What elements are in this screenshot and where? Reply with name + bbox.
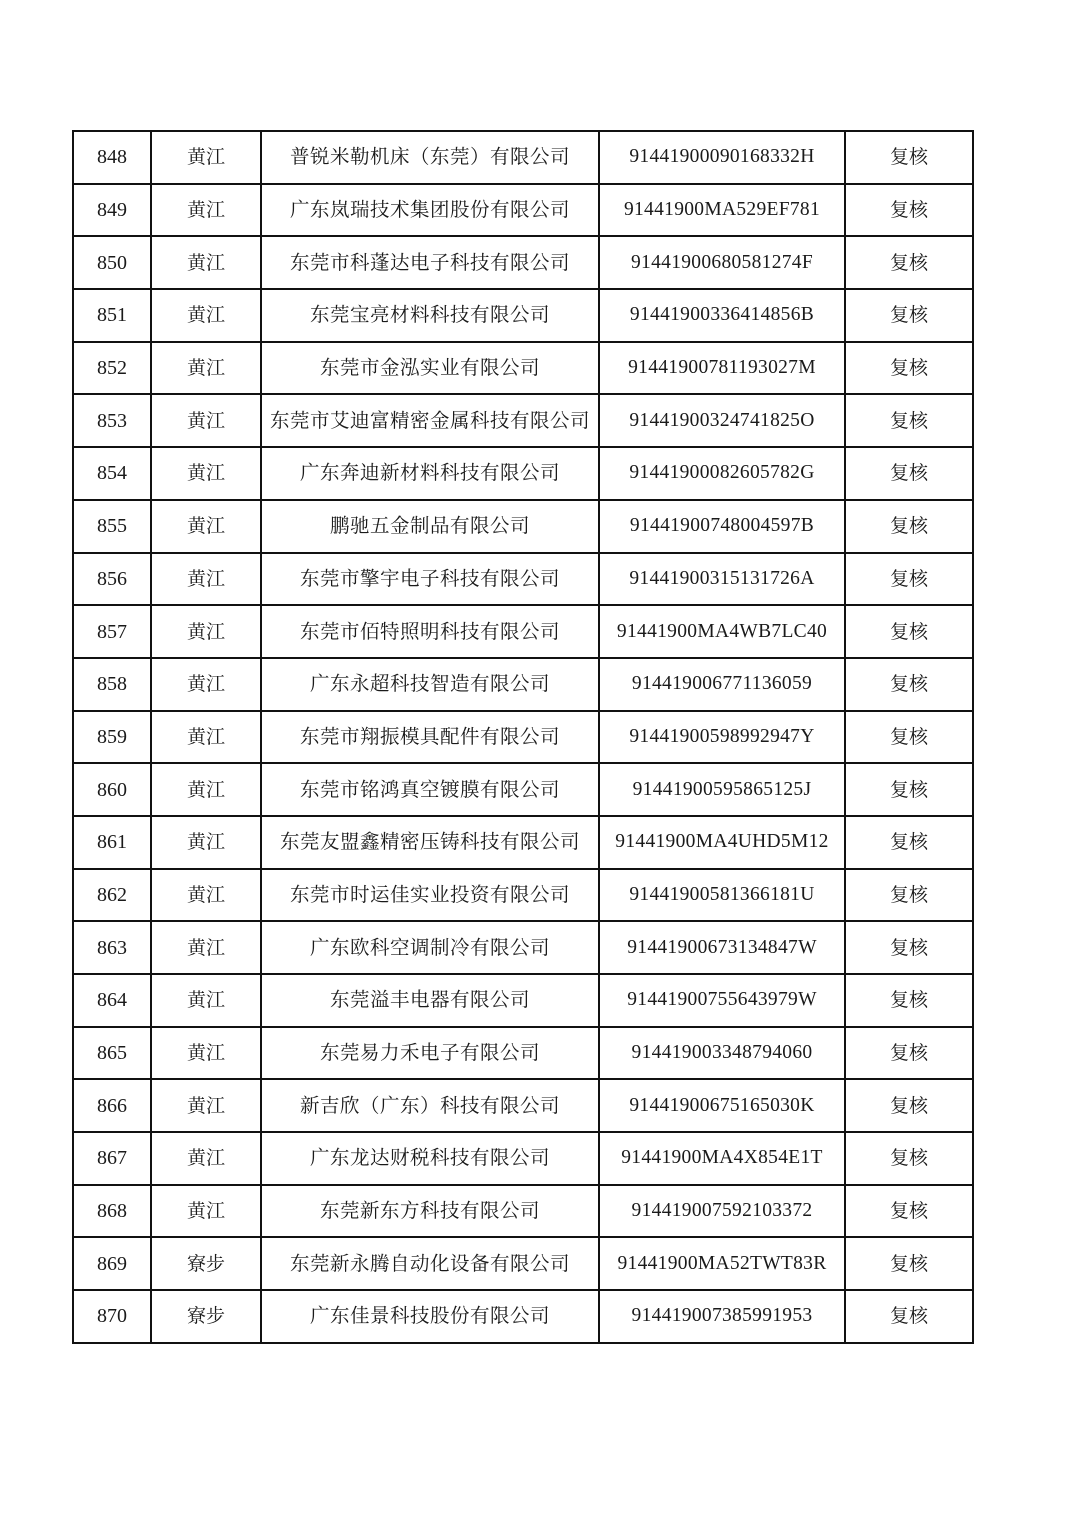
row-number-cell: 857 bbox=[73, 605, 151, 658]
review-type-cell: 复核 bbox=[845, 131, 973, 184]
company-name-cell: 东莞市擎宇电子科技有限公司 bbox=[261, 553, 599, 606]
table-row bbox=[73, 289, 973, 342]
review-type-cell: 复核 bbox=[845, 711, 973, 764]
row-number-cell: 861 bbox=[73, 816, 151, 869]
table-row bbox=[73, 1027, 973, 1080]
row-number-cell: 851 bbox=[73, 289, 151, 342]
town-cell: 黄江 bbox=[151, 131, 261, 184]
town-cell: 黄江 bbox=[151, 763, 261, 816]
table-row bbox=[73, 1185, 973, 1238]
town-cell: 黄江 bbox=[151, 342, 261, 395]
credit-code-cell: 91441900581366181U bbox=[599, 869, 845, 922]
company-list-table bbox=[72, 130, 974, 1344]
company-name-cell: 东莞易力禾电子有限公司 bbox=[261, 1027, 599, 1080]
review-type-cell: 复核 bbox=[845, 816, 973, 869]
review-type-cell: 复核 bbox=[845, 447, 973, 500]
company-name-cell: 东莞友盟鑫精密压铸科技有限公司 bbox=[261, 816, 599, 869]
credit-code-cell: 914419007385991953 bbox=[599, 1290, 845, 1343]
row-number-cell: 856 bbox=[73, 553, 151, 606]
table-row bbox=[73, 447, 973, 500]
company-name-cell: 广东龙达财税科技有限公司 bbox=[261, 1132, 599, 1185]
credit-code-cell: 91441900324741825O bbox=[599, 394, 845, 447]
table-row bbox=[73, 869, 973, 922]
row-number-cell: 865 bbox=[73, 1027, 151, 1080]
town-cell: 黄江 bbox=[151, 1027, 261, 1080]
town-cell: 黄江 bbox=[151, 236, 261, 289]
credit-code-cell: 91441900MA4WB7LC40 bbox=[599, 605, 845, 658]
credit-code-cell: 91441900680581274F bbox=[599, 236, 845, 289]
table-row bbox=[73, 763, 973, 816]
company-name-cell: 东莞市艾迪富精密金属科技有限公司 bbox=[261, 394, 599, 447]
review-type-cell: 复核 bbox=[845, 763, 973, 816]
company-name-cell: 东莞市时运佳实业投资有限公司 bbox=[261, 869, 599, 922]
company-name-cell: 广东永超科技智造有限公司 bbox=[261, 658, 599, 711]
credit-code-cell: 91441900336414856B bbox=[599, 289, 845, 342]
company-name-cell: 东莞市铭鸿真空镀膜有限公司 bbox=[261, 763, 599, 816]
table-row bbox=[73, 394, 973, 447]
review-type-cell: 复核 bbox=[845, 1132, 973, 1185]
town-cell: 寮步 bbox=[151, 1237, 261, 1290]
row-number-cell: 863 bbox=[73, 921, 151, 974]
town-cell: 黄江 bbox=[151, 869, 261, 922]
row-number-cell: 852 bbox=[73, 342, 151, 395]
credit-code-cell: 91441900748004597B bbox=[599, 500, 845, 553]
review-type-cell: 复核 bbox=[845, 553, 973, 606]
row-number-cell: 859 bbox=[73, 711, 151, 764]
table-row bbox=[73, 184, 973, 237]
review-type-cell: 复核 bbox=[845, 1290, 973, 1343]
company-name-cell: 东莞新永腾自动化设备有限公司 bbox=[261, 1237, 599, 1290]
town-cell: 黄江 bbox=[151, 974, 261, 1027]
credit-code-cell: 91441900598992947Y bbox=[599, 711, 845, 764]
town-cell: 黄江 bbox=[151, 184, 261, 237]
review-type-cell: 复核 bbox=[845, 974, 973, 1027]
table-row bbox=[73, 711, 973, 764]
row-number-cell: 848 bbox=[73, 131, 151, 184]
credit-code-cell: 91441900MA52TWT83R bbox=[599, 1237, 845, 1290]
town-cell: 黄江 bbox=[151, 605, 261, 658]
row-number-cell: 850 bbox=[73, 236, 151, 289]
company-name-cell: 东莞市佰特照明科技有限公司 bbox=[261, 605, 599, 658]
row-number-cell: 862 bbox=[73, 869, 151, 922]
town-cell: 黄江 bbox=[151, 553, 261, 606]
review-type-cell: 复核 bbox=[845, 289, 973, 342]
row-number-cell: 869 bbox=[73, 1237, 151, 1290]
table-row bbox=[73, 236, 973, 289]
table-row bbox=[73, 921, 973, 974]
table-row bbox=[73, 1079, 973, 1132]
company-name-cell: 广东佳景科技股份有限公司 bbox=[261, 1290, 599, 1343]
credit-code-cell: 91441900677113605​9 bbox=[599, 658, 845, 711]
company-name-cell: 广东岚瑞技术集团股份有限公司 bbox=[261, 184, 599, 237]
review-type-cell: 复核 bbox=[845, 394, 973, 447]
review-type-cell: 复核 bbox=[845, 921, 973, 974]
table-row bbox=[73, 658, 973, 711]
table-row bbox=[73, 1237, 973, 1290]
credit-code-cell: 91441900315131726A bbox=[599, 553, 845, 606]
credit-code-cell: 914419003348794060 bbox=[599, 1027, 845, 1080]
town-cell: 黄江 bbox=[151, 816, 261, 869]
credit-code-cell: 91441900755643979W bbox=[599, 974, 845, 1027]
row-number-cell: 867 bbox=[73, 1132, 151, 1185]
table-row bbox=[73, 1290, 973, 1343]
company-name-cell: 东莞新东方科技有限公司 bbox=[261, 1185, 599, 1238]
credit-code-cell: 91441900090168332H bbox=[599, 131, 845, 184]
credit-code-cell: 91441900675165030K bbox=[599, 1079, 845, 1132]
town-cell: 黄江 bbox=[151, 921, 261, 974]
table-body bbox=[73, 131, 973, 1343]
town-cell: 黄江 bbox=[151, 1079, 261, 1132]
credit-code-cell: 91441900082605782G bbox=[599, 447, 845, 500]
table-row bbox=[73, 1132, 973, 1185]
town-cell: 黄江 bbox=[151, 711, 261, 764]
row-number-cell: 868 bbox=[73, 1185, 151, 1238]
credit-code-cell: 91441900MA4X854E1T bbox=[599, 1132, 845, 1185]
review-type-cell: 复核 bbox=[845, 1237, 973, 1290]
credit-code-cell: 91441900MA529EF781 bbox=[599, 184, 845, 237]
row-number-cell: 854 bbox=[73, 447, 151, 500]
review-type-cell: 复核 bbox=[845, 342, 973, 395]
review-type-cell: 复核 bbox=[845, 1185, 973, 1238]
review-type-cell: 复核 bbox=[845, 500, 973, 553]
town-cell: 黄江 bbox=[151, 658, 261, 711]
table-row bbox=[73, 500, 973, 553]
credit-code-cell: 914419007592103372 bbox=[599, 1185, 845, 1238]
town-cell: 黄江 bbox=[151, 447, 261, 500]
table-row bbox=[73, 816, 973, 869]
company-name-cell: 广东奔迪新材料科技有限公司 bbox=[261, 447, 599, 500]
company-name-cell: 普锐米勒机床（东莞）有限公司 bbox=[261, 131, 599, 184]
company-name-cell: 新吉欣（广东）科技有限公司 bbox=[261, 1079, 599, 1132]
review-type-cell: 复核 bbox=[845, 236, 973, 289]
row-number-cell: 870 bbox=[73, 1290, 151, 1343]
table-row bbox=[73, 131, 973, 184]
table-row bbox=[73, 605, 973, 658]
review-type-cell: 复核 bbox=[845, 869, 973, 922]
table-row bbox=[73, 553, 973, 606]
credit-code-cell: 91441900781193027M bbox=[599, 342, 845, 395]
table-row bbox=[73, 974, 973, 1027]
credit-code-cell: 91441900673134847W bbox=[599, 921, 845, 974]
review-type-cell: 复核 bbox=[845, 1027, 973, 1080]
town-cell: 黄江 bbox=[151, 1132, 261, 1185]
town-cell: 黄江 bbox=[151, 394, 261, 447]
company-name-cell: 广东欧科空调制冷有限公司 bbox=[261, 921, 599, 974]
row-number-cell: 860 bbox=[73, 763, 151, 816]
company-name-cell: 东莞市金泓实业有限公司 bbox=[261, 342, 599, 395]
town-cell: 寮步 bbox=[151, 1290, 261, 1343]
row-number-cell: 855 bbox=[73, 500, 151, 553]
table-row bbox=[73, 342, 973, 395]
company-name-cell: 东莞溢丰电器有限公司 bbox=[261, 974, 599, 1027]
company-name-cell: 鹏驰五金制品有限公司 bbox=[261, 500, 599, 553]
row-number-cell: 849 bbox=[73, 184, 151, 237]
company-name-cell: 东莞市科蓬达电子科技有限公司 bbox=[261, 236, 599, 289]
credit-code-cell: 91441900595865125J bbox=[599, 763, 845, 816]
review-type-cell: 复核 bbox=[845, 658, 973, 711]
review-type-cell: 复核 bbox=[845, 605, 973, 658]
credit-code-cell: 91441900MA4UHD5M12 bbox=[599, 816, 845, 869]
town-cell: 黄江 bbox=[151, 1185, 261, 1238]
town-cell: 黄江 bbox=[151, 289, 261, 342]
row-number-cell: 858 bbox=[73, 658, 151, 711]
row-number-cell: 853 bbox=[73, 394, 151, 447]
review-type-cell: 复核 bbox=[845, 184, 973, 237]
row-number-cell: 864 bbox=[73, 974, 151, 1027]
review-type-cell: 复核 bbox=[845, 1079, 973, 1132]
row-number-cell: 866 bbox=[73, 1079, 151, 1132]
company-name-cell: 东莞宝亮材料科技有限公司 bbox=[261, 289, 599, 342]
town-cell: 黄江 bbox=[151, 500, 261, 553]
company-name-cell: 东莞市翔振模具配件有限公司 bbox=[261, 711, 599, 764]
